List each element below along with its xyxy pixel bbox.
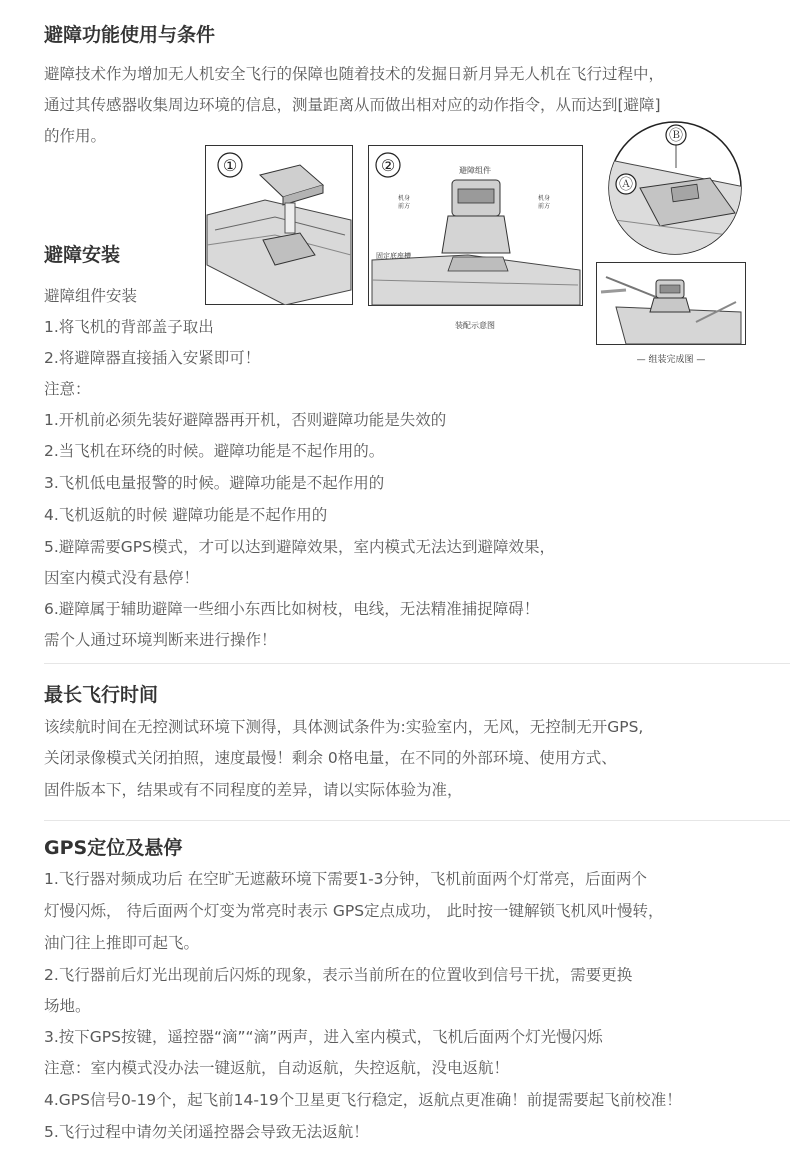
paragraph-line: 6.避障属于辅助避障一些细小东西比如树枝，电线，无法精准捕捉障碍！ bbox=[44, 600, 540, 618]
paragraph-line: 灯慢闪烁， 待后面两个灯变为常亮时表示 GPS定点成功， 此时按一键解锁飞机风叶慢转， bbox=[44, 902, 664, 920]
caption-assembly-diagram: 装配示意图 bbox=[455, 321, 495, 330]
section-title-gps-hover: GPS定位及悬停 bbox=[44, 837, 183, 859]
label-body-left-1: 机身 bbox=[398, 195, 411, 202]
paragraph-line: 5.飞行过程中请勿关闭遥控器会导致无法返航！ bbox=[44, 1123, 369, 1141]
paragraph-line: 4.飞机返航的时候 避障功能是不起作用的 bbox=[44, 506, 328, 524]
figure-assembly-diagram bbox=[368, 145, 583, 335]
figure-assembled bbox=[596, 262, 746, 372]
paragraph-line: 注意： bbox=[44, 380, 91, 398]
paragraph-line: 5.避障需要GPS模式，才可以达到避障效果，室内模式无法达到避障效果， bbox=[44, 538, 555, 556]
label-a: Ⓐ bbox=[619, 177, 633, 193]
caption-assembled: — 组装完成图 — bbox=[636, 355, 706, 365]
divider bbox=[44, 820, 790, 821]
label-obstacle-module: 避障组件 bbox=[459, 166, 491, 175]
label-body-right-2: 前方 bbox=[538, 203, 551, 210]
label-fixed-base-slot: 固定底座槽 bbox=[376, 252, 411, 260]
paragraph-line: 该续航时间在无控测试环境下测得，具体测试条件为:实验室内，无风，无控制无开GPS, bbox=[44, 718, 644, 736]
paragraph-line: 2.飞行器前后灯光出现前后闪烁的现象，表示当前所在的位置收到信号干扰，需要更换 bbox=[44, 966, 633, 984]
paragraph-line: 关闭录像模式关闭拍照，速度最慢！剩余 0格电量，在不同的外部环境、使用方式、 bbox=[44, 749, 617, 767]
section-title-max-flight-time: 最长飞行时间 bbox=[44, 684, 159, 706]
paragraph-line: 2.将避障器直接插入安紧即可！ bbox=[44, 349, 261, 367]
section-title-obstacle-conditions: 避障功能使用与条件 bbox=[44, 24, 216, 46]
paragraph-line: 1.开机前必须先装好避障器再开机，否则避障功能是失效的 bbox=[44, 411, 447, 429]
paragraph-line: 因室内模式没有悬停！ bbox=[44, 569, 200, 587]
label-body-left-2: 前方 bbox=[398, 203, 411, 210]
divider bbox=[44, 663, 790, 664]
paragraph-line: 注意：室内模式没办法一键返航，自动返航，失控返航，没电返航！ bbox=[44, 1059, 510, 1077]
figure2-number: ② bbox=[380, 156, 396, 175]
figure-detail-circle bbox=[600, 118, 750, 258]
paragraph-line: 4.GPS信号0-19个，起飞前14-19个卫星更飞行稳定，返航点更准确！前提需要起飞前校准！ bbox=[44, 1091, 682, 1109]
paragraph-line: 场地。 bbox=[44, 997, 91, 1015]
paragraph-line: 避障技术作为增加无人机安全飞行的保障也随着技术的发掘日新月异无人机在飞行过程中， bbox=[44, 65, 665, 83]
paragraph-line: 2.当飞机在环绕的时候。避障功能是不起作用的。 bbox=[44, 442, 385, 460]
paragraph-line: 3.按下GPS按键，遥控器“滴”“滴”两声，进入室内模式，飞机后面两个灯光慢闪烁 bbox=[44, 1028, 603, 1046]
paragraph-line: 1.飞行器对频成功后 在空旷无遮蔽环境下需要1-3分钟，飞机前面两个灯常亮，后面两个 bbox=[44, 870, 648, 888]
paragraph-line: 固件版本下，结果或有不同程度的差异，请以实际体验为准， bbox=[44, 781, 463, 799]
label-body-right-1: 机身 bbox=[538, 195, 551, 202]
paragraph-line: 通过其传感器收集周边环境的信息，测量距离从而做出相对应的动作指令，从而达到[避障] bbox=[44, 96, 661, 114]
figure-remove-cover bbox=[205, 145, 353, 305]
paragraph-line: 1.将飞机的背部盖子取出 bbox=[44, 318, 214, 336]
paragraph-line: 3.飞机低电量报警的时候。避障功能是不起作用的 bbox=[44, 474, 385, 492]
paragraph-line: 需个人通过环境判断来进行操作！ bbox=[44, 631, 277, 649]
paragraph-line: 避障组件安装 bbox=[44, 287, 138, 305]
section-title-obstacle-install: 避障安装 bbox=[44, 244, 121, 266]
paragraph-line: 油门往上推即可起飞。 bbox=[44, 934, 200, 952]
figure1-number: ① bbox=[222, 156, 238, 175]
paragraph-line: 的作用。 bbox=[44, 127, 107, 145]
label-b: Ⓑ bbox=[669, 128, 683, 144]
